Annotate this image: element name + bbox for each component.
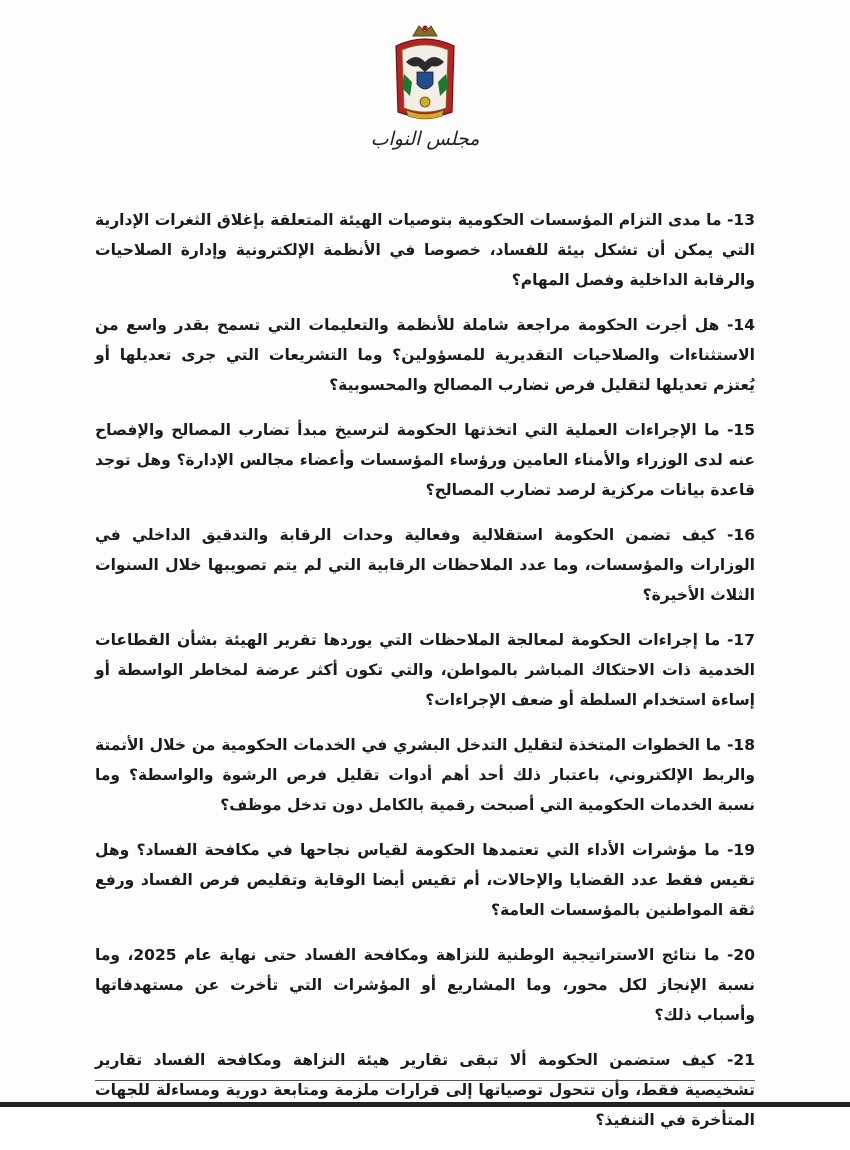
question-20: 20- ما نتائج الاستراتيجية الوطنية للنزاهة ومكافحة الفساد حتى نهاية عام 2025، وما نسبة الإنجاز لكل محور، وما المشاريع أو المؤشرات التي تأخرت عن مستهدفاتها وأسباب ذلك؟ <box>95 946 755 1024</box>
question-17: 17- ما إجراءات الحكومة لمعالجة الملاحظات التي يوردها تقرير الهيئة بشأن القطاعات الخدمية ذات الاحتكاك المباشر بالمواطن، والتي تكون أكثر عرضة لمخاطر الواسطة أو إساءة استخدام السلطة أو ضعف الإجراءات؟ <box>95 631 755 709</box>
council-name: مجلس النواب <box>370 128 480 150</box>
page-bottom-edge <box>0 1102 850 1107</box>
question-14: 14- هل أجرت الحكومة مراجعة شاملة للأنظمة والتعليمات التي تسمح بقدر واسع من الاستثناءات والصلاحيات التقديرية للمسؤولين؟ وما التشريعات التي جرى تعديلها أو يُعتزم تعديلها لتقليل فرص تضارب المصالح والمحسوبية؟ <box>95 316 755 394</box>
letterhead <box>0 22 850 128</box>
question-16: 16- كيف تضمن الحكومة استقلالية وفعالية وحدات الرقابة والتدقيق الداخلي في الوزارات والمؤسسات، وما عدد الملاحظات الرقابية التي لم يتم تصويبها خلال السنوات الثلاث الأخيرة؟ <box>95 526 755 604</box>
footer-divider <box>95 1080 755 1081</box>
questions-list <box>95 205 755 1150</box>
question-15: 15- ما الإجراءات العملية التي اتخذتها الحكومة لترسيخ مبدأ تضارب المصالح والإفصاح عنه لدى الوزراء والأمناء العامين ورؤساء المؤسسات وأعضاء مجالس الإدارة؟ وهل توجد قاعدة بيانات مركزية لرصد تضارب المصالح؟ <box>95 421 755 499</box>
coat-of-arms-emblem <box>386 22 464 124</box>
question-13: 13- ما مدى التزام المؤسسات الحكومية بتوصيات الهيئة المتعلقة بإغلاق الثغرات الإدارية التي يمكن أن تشكل بيئة للفساد، خصوصا في الأنظمة الإلكترونية وإدارة الصلاحيات والرقابة الداخلية وفصل المهام؟ <box>95 211 755 289</box>
question-19: 19- ما مؤشرات الأداء التي تعتمدها الحكومة لقياس نجاحها في مكافحة الفساد؟ وهل تقيس فقط عدد القضايا والإحالات، أم تقيس أيضا الوقاية وتقليص فرص الفساد ورفع ثقة المواطنين بالمؤسسات العامة؟ <box>95 841 755 919</box>
question-18: 18- ما الخطوات المتخذة لتقليل التدخل البشري في الخدمات الحكومية من خلال الأتمتة والربط الإلكتروني، باعتبار ذلك أحد أهم أدوات تقليل فرص الرشوة والواسطة؟ وما نسبة الخدمات الحكومية التي أصبحت رقمية بالكامل دون تدخل موظف؟ <box>95 736 755 814</box>
question-21: 21- كيف ستضمن الحكومة ألا تبقى تقارير هيئة النزاهة ومكافحة الفساد تقارير تشخيصية فقط، وأن تتحول توصياتها إلى قرارات ملزمة ومتابعة دورية ومساءلة للجهات المتأخرة في التنفيذ؟ <box>95 1051 755 1129</box>
